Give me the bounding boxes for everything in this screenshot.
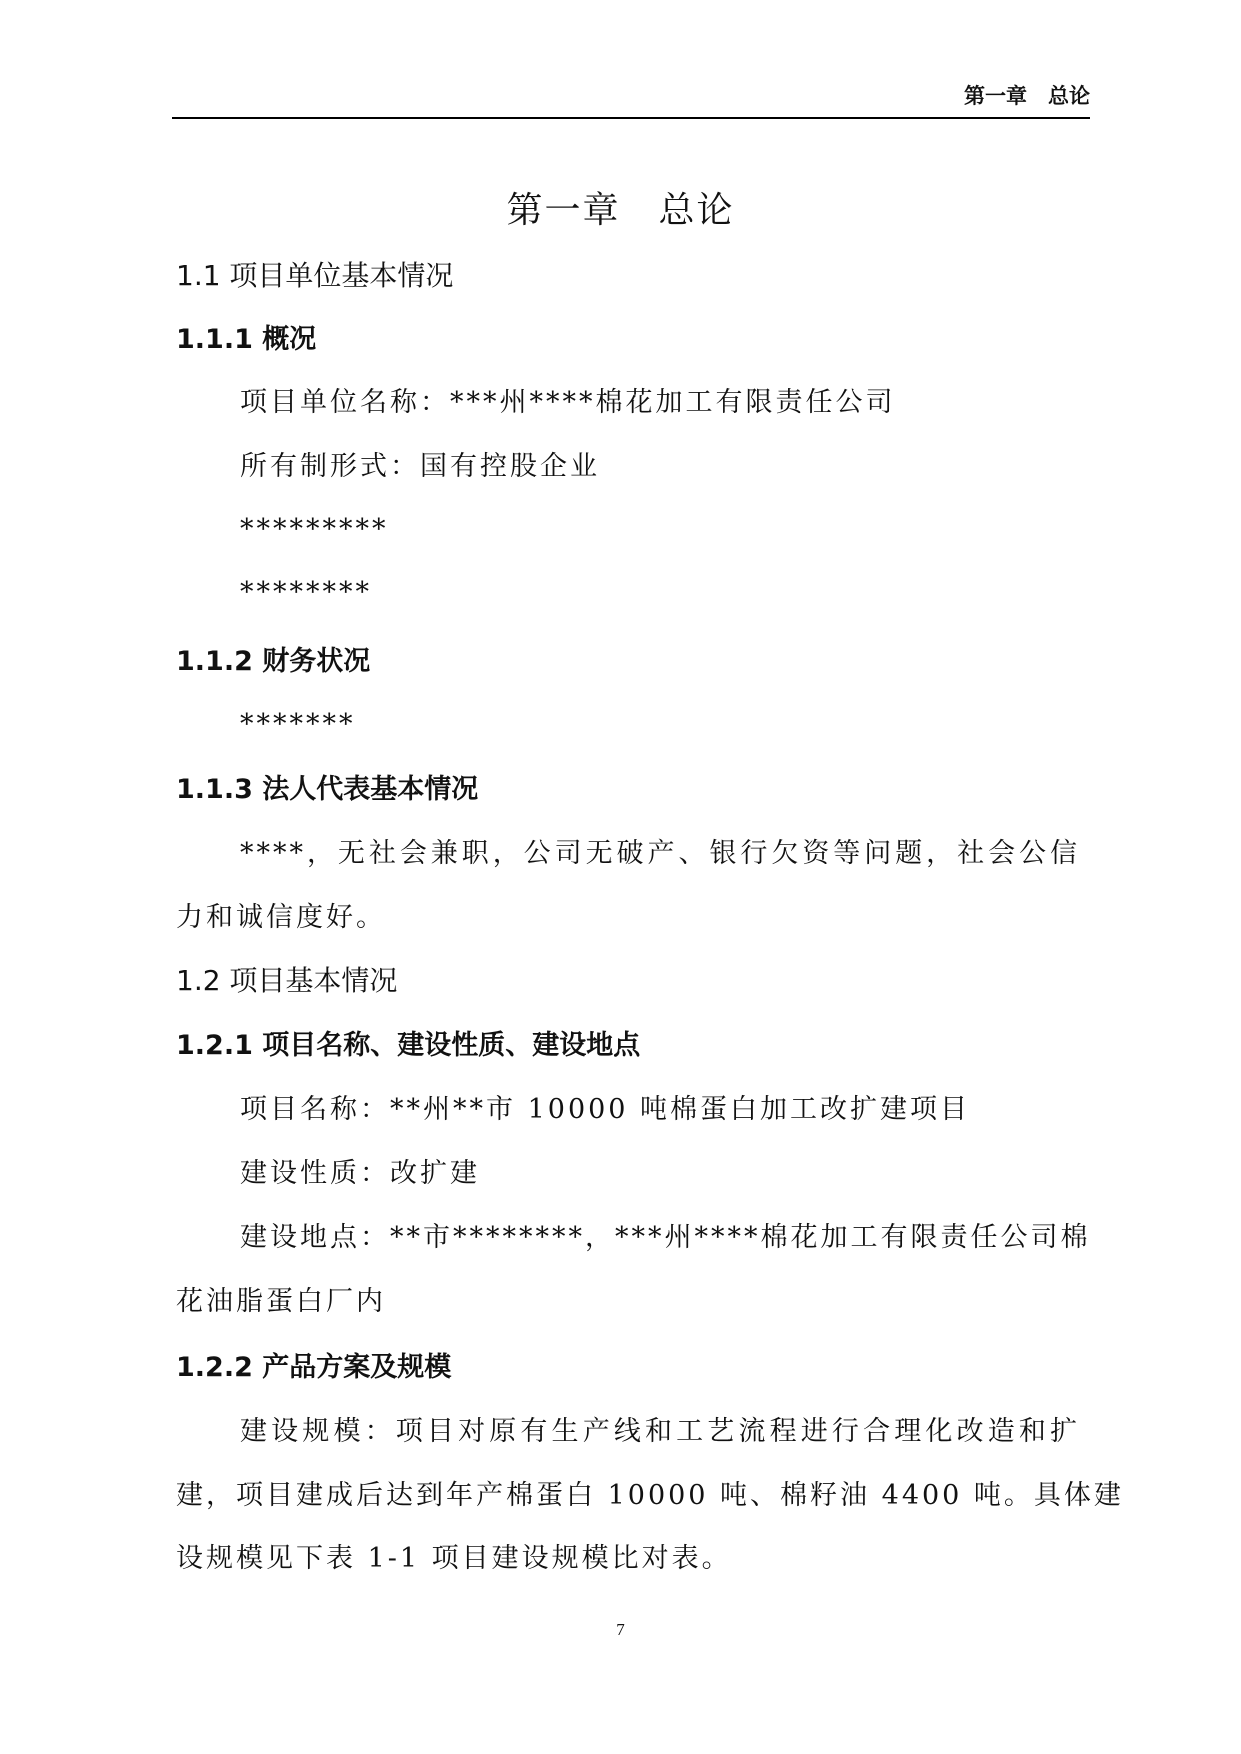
legal-rep-line-2: 力和诚信度好。 [176, 902, 386, 933]
subsection-heading-1-2-2: 1.2.2 产品方案及规模 [176, 1352, 452, 1383]
subsection-heading-1-1-3: 1.1.3 法人代表基本情况 [176, 774, 479, 805]
location-line-2: 花油脂蛋白厂内 [176, 1286, 386, 1317]
location-line-1: 建设地点：**市********，***州****棉花加工有限责任公司棉 [240, 1222, 1091, 1253]
subsection-heading-1-1-2: 1.1.2 财务状况 [176, 646, 371, 677]
unit-name-line: 项目单位名称：***州****棉花加工有限责任公司 [240, 387, 896, 418]
construction-nature-line: 建设性质：改扩建 [240, 1158, 480, 1189]
running-header: 第一章 总论 [964, 84, 1090, 108]
subsection-heading-1-1-1: 1.1.1 概况 [176, 324, 317, 355]
ownership-line: 所有制形式：国有控股企业 [240, 451, 600, 482]
section-heading-1-2: 1.2 项目基本情况 [176, 964, 398, 997]
page-number: 7 [616, 1620, 625, 1639]
scale-line-3: 设规模见下表 1-1 项目建设规模比对表。 [176, 1543, 732, 1574]
project-name-line: 项目名称：**州**市 10000 吨棉蛋白加工改扩建项目 [240, 1094, 971, 1125]
section-heading-1-1: 1.1 项目单位基本情况 [176, 259, 454, 292]
scale-line-1: 建设规模：项目对原有生产线和工艺流程进行合理化改造和扩 [240, 1416, 1080, 1447]
masked-line-3: ******* [240, 709, 356, 740]
header-rule [172, 117, 1090, 119]
chapter-title: 第一章 总论 [506, 190, 735, 231]
subsection-heading-1-2-1: 1.2.1 项目名称、建设性质、建设地点 [176, 1030, 641, 1061]
masked-line-1: ********* [240, 514, 389, 545]
legal-rep-line-1: ****，无社会兼职，公司无破产、银行欠资等问题，社会公信 [240, 838, 1080, 869]
scale-line-2: 建，项目建成后达到年产棉蛋白 10000 吨、棉籽油 4400 吨。具体建 [176, 1480, 1124, 1511]
masked-line-2: ******** [240, 577, 372, 608]
